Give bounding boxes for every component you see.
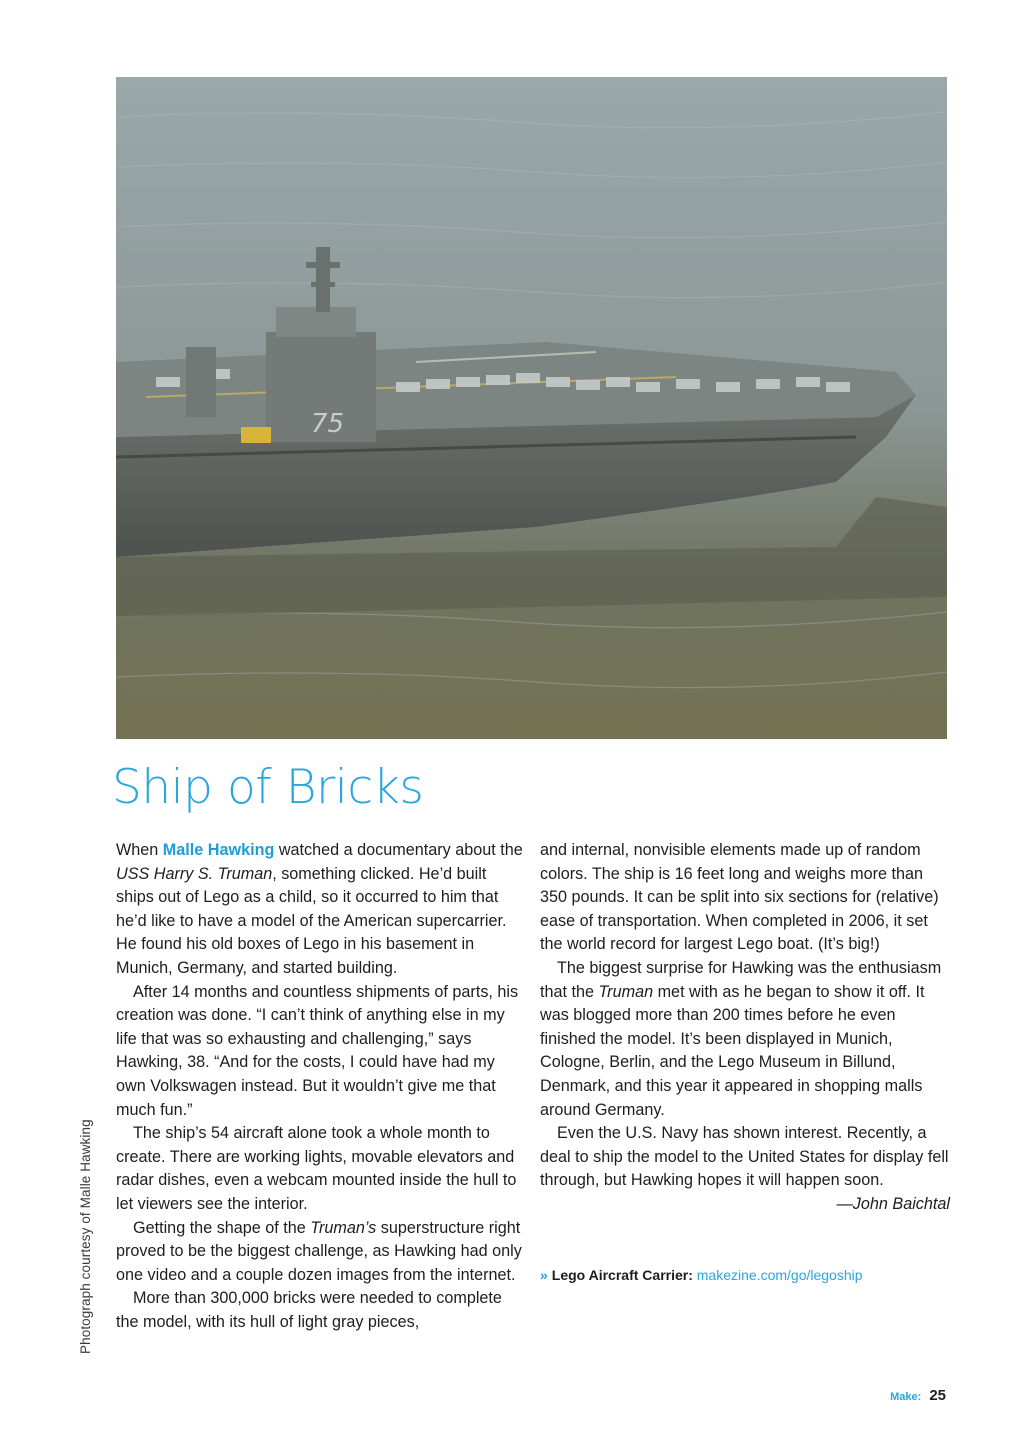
link-url[interactable]: makezine.com/go/legoship xyxy=(696,1267,863,1283)
paragraph-4: Getting the shape of the Truman’s superstructure right proved to be the biggest challenge, as Hawking had only one video and a couple dozen images from the internet. xyxy=(116,1218,522,1284)
magazine-logo: Make: xyxy=(890,1391,922,1403)
paragraph-3: The ship’s 54 aircraft alone took a whole month to create. There are working lights, movable elevators and radar dishes, even a webcam mounted inside the hull to let viewers see the interior. xyxy=(116,1124,517,1213)
paragraph-2: After 14 months and countless shipments of parts, his creation was done. “I can’t think of anything else in my life that was so exhausting and challenging,” says Hawking, 38. “And for the costs, I could have had my own Volkswagen instead. But it wouldn’t give me that much fun.” xyxy=(116,982,519,1119)
page-number: 25 xyxy=(929,1387,946,1404)
right-column xyxy=(540,839,950,1217)
paragraph-1: When Malle Hawking watched a documentary about the USS Harry S. Truman, something clicked. He’d built ships out of Lego as a child, so it occurred to him that he’d like to have a model of the American supercarrier. He found his old boxes of Lego in his basement in Munich, Germany, and started building. xyxy=(116,841,523,977)
photo-credit: Photograph courtesy of Malle Hawking xyxy=(78,1119,93,1354)
left-column xyxy=(116,839,526,1334)
paragraph-8: Even the U.S. Navy has shown interest. Recently, a deal to ship the model to the United States for display fell through, but Hawking hopes it will happen soon. —John Baichtal xyxy=(540,1122,950,1193)
author-signature: —John Baichtal xyxy=(836,1194,950,1213)
article-title: Ship of Bricks xyxy=(112,760,424,815)
paragraph-5: More than 300,000 bricks were needed to complete the model, with its hull of light gray pieces, xyxy=(116,1289,502,1331)
chevron-right-icon: » xyxy=(540,1267,548,1283)
paragraph-7: The biggest surprise for Hawking was the enthusiasm that the Truman met with as he began to show it off. It was blogged more than 200 times before he even finished the model. It’s been displayed in Munich, Cologne, Berlin, and the Lego Museum in Billund, Denmark, and this year it appeared in shopping malls around Germany. xyxy=(540,958,942,1119)
paragraph-6: and internal, nonvisible elements made up of random colors. The ship is 16 feet long and weighs more than 350 pounds. It can be split into six sections for (relative) ease of transportation. When completed in 2006, it set the world record for largest Lego boat. (It’s big!) xyxy=(540,841,939,954)
author-name: Malle Hawking xyxy=(162,841,275,859)
aircraft-carrier-image xyxy=(116,77,947,739)
page-footer xyxy=(890,1387,946,1405)
svg-text:75: 75 xyxy=(311,409,345,439)
link-label: Lego Aircraft Carrier: xyxy=(551,1267,693,1283)
related-link xyxy=(540,1267,863,1283)
carrier-photo xyxy=(116,77,947,739)
